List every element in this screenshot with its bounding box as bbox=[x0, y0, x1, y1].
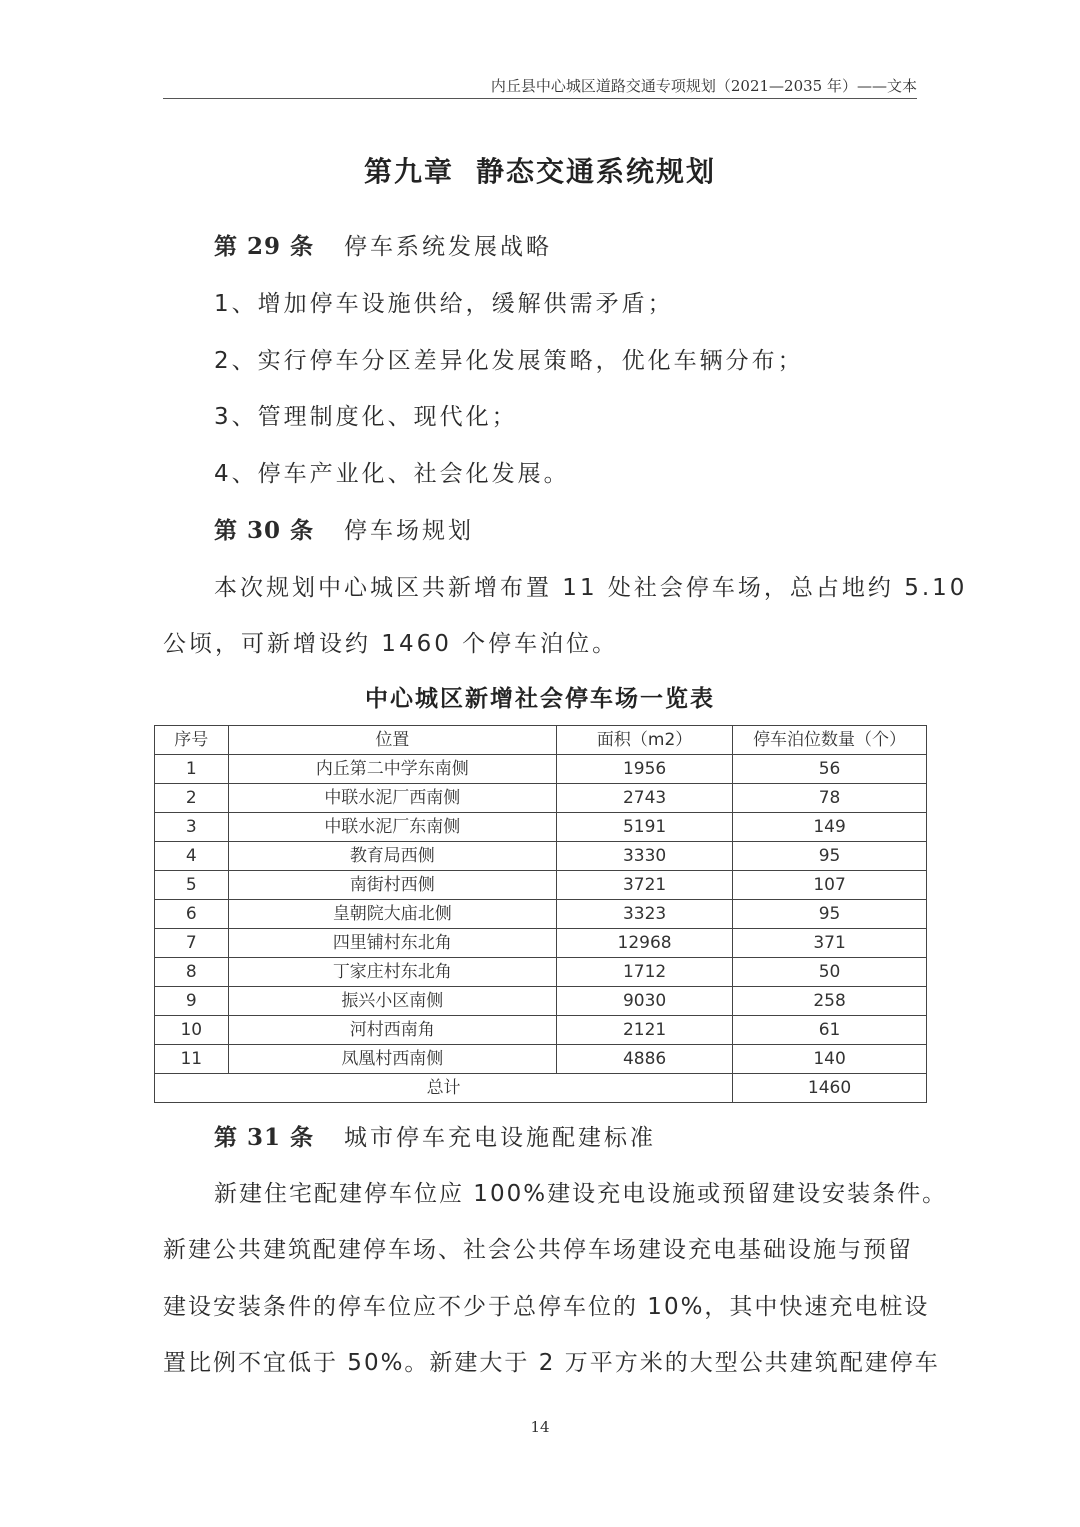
chapter-name: 静态交通系统规划 bbox=[476, 155, 717, 188]
cell-index: 2 bbox=[155, 784, 229, 813]
cell-spaces: 56 bbox=[733, 755, 927, 784]
cell-index: 6 bbox=[155, 900, 229, 929]
article-29-item: 1、增加停车设施供给，缓解供需矛盾； bbox=[214, 291, 674, 317]
article-31-paragraph-line: 新建住宅配建停车位应 100%建设充电设施或预留建设安装条件。 bbox=[214, 1181, 948, 1207]
cell-location: 中联水泥厂西南侧 bbox=[228, 784, 556, 813]
cell-area: 9030 bbox=[557, 987, 733, 1016]
article-29-item: 4、停车产业化、社会化发展。 bbox=[214, 461, 570, 487]
table-header-row bbox=[155, 726, 927, 755]
cell-spaces: 258 bbox=[733, 987, 927, 1016]
table-row bbox=[155, 813, 927, 842]
cell-area: 2121 bbox=[557, 1016, 733, 1045]
cell-area: 5191 bbox=[557, 813, 733, 842]
parking-lot-table bbox=[154, 725, 927, 1103]
cell-index: 11 bbox=[155, 1045, 229, 1074]
cell-location: 皇朝院大庙北侧 bbox=[228, 900, 556, 929]
article-30-heading bbox=[214, 512, 474, 545]
page-number: 14 bbox=[530, 1418, 550, 1436]
article-31-heading bbox=[214, 1119, 656, 1152]
article-29-title: 停车系统发展战略 bbox=[344, 234, 553, 260]
total-value-cell: 1460 bbox=[733, 1074, 927, 1103]
table-title: 中心城区新增社会停车场一览表 bbox=[365, 685, 715, 712]
article-30-paragraph-line: 本次规划中心城区共新增布置 11 处社会停车场，总占地约 5.10 bbox=[214, 575, 968, 601]
cell-location: 内丘第二中学东南侧 bbox=[228, 755, 556, 784]
article-29-number: 第 29 条 bbox=[214, 233, 315, 260]
cell-index: 3 bbox=[155, 813, 229, 842]
cell-area: 1956 bbox=[557, 755, 733, 784]
cell-area: 4886 bbox=[557, 1045, 733, 1074]
cell-index: 4 bbox=[155, 842, 229, 871]
article-31-number: 第 31 条 bbox=[214, 1124, 315, 1151]
article-30-number: 第 30 条 bbox=[214, 517, 315, 544]
header-cell-index: 序号 bbox=[155, 726, 229, 755]
cell-spaces: 107 bbox=[733, 871, 927, 900]
cell-spaces: 140 bbox=[733, 1045, 927, 1074]
cell-location: 丁家庄村东北角 bbox=[228, 958, 556, 987]
cell-index: 7 bbox=[155, 929, 229, 958]
cell-location: 教育局西侧 bbox=[228, 842, 556, 871]
header-cell-area: 面积（m2） bbox=[557, 726, 733, 755]
article-29-heading bbox=[214, 228, 552, 261]
cell-spaces: 149 bbox=[733, 813, 927, 842]
cell-location: 凤凰村西南侧 bbox=[228, 1045, 556, 1074]
table-row bbox=[155, 842, 927, 871]
cell-area: 1712 bbox=[557, 958, 733, 987]
article-30-paragraph-line: 公顷，可新增设约 1460 个停车泊位。 bbox=[163, 631, 619, 657]
table-row bbox=[155, 871, 927, 900]
cell-spaces: 78 bbox=[733, 784, 927, 813]
table-row bbox=[155, 755, 927, 784]
cell-index: 1 bbox=[155, 755, 229, 784]
cell-location: 南街村西侧 bbox=[228, 871, 556, 900]
cell-index: 9 bbox=[155, 987, 229, 1016]
cell-spaces: 95 bbox=[733, 842, 927, 871]
chapter-number: 第九章 bbox=[363, 155, 454, 188]
article-29-item: 3、管理制度化、现代化； bbox=[214, 404, 518, 430]
cell-location: 河村西南角 bbox=[228, 1016, 556, 1045]
cell-area: 3323 bbox=[557, 900, 733, 929]
cell-spaces: 50 bbox=[733, 958, 927, 987]
cell-area: 3330 bbox=[557, 842, 733, 871]
article-31-paragraph-line: 建设安装条件的停车位应不少于总停车位的 10%，其中快速充电桩设 bbox=[163, 1294, 930, 1320]
table-row bbox=[155, 958, 927, 987]
article-29-item: 2、实行停车分区差异化发展策略，优化车辆分布； bbox=[214, 348, 804, 374]
article-31-paragraph-line: 新建公共建筑配建停车场、社会公共停车场建设充电基础设施与预留 bbox=[163, 1237, 913, 1263]
table-row bbox=[155, 784, 927, 813]
cell-location: 四里铺村东北角 bbox=[228, 929, 556, 958]
article-31-title: 城市停车充电设施配建标准 bbox=[344, 1125, 657, 1151]
table-total-row bbox=[155, 1074, 927, 1103]
cell-area: 12968 bbox=[557, 929, 733, 958]
cell-location: 中联水泥厂东南侧 bbox=[228, 813, 556, 842]
chapter-title bbox=[0, 150, 1080, 190]
cell-spaces: 371 bbox=[733, 929, 927, 958]
table-row bbox=[155, 900, 927, 929]
cell-area: 3721 bbox=[557, 871, 733, 900]
cell-index: 8 bbox=[155, 958, 229, 987]
page-header: 内丘县中心城区道路交通专项规划（2021—2035 年）——文本 bbox=[163, 74, 917, 99]
cell-index: 10 bbox=[155, 1016, 229, 1045]
cell-spaces: 95 bbox=[733, 900, 927, 929]
header-cell-spaces: 停车泊位数量（个） bbox=[733, 726, 927, 755]
table-row bbox=[155, 929, 927, 958]
header-cell-location: 位置 bbox=[228, 726, 556, 755]
article-31-paragraph-line: 置比例不宜低于 50%。新建大于 2 万平方米的大型公共建筑配建停车 bbox=[163, 1350, 940, 1376]
article-30-title: 停车场规划 bbox=[344, 518, 475, 544]
table-row bbox=[155, 987, 927, 1016]
table-row bbox=[155, 1016, 927, 1045]
cell-location: 振兴小区南侧 bbox=[228, 987, 556, 1016]
cell-area: 2743 bbox=[557, 784, 733, 813]
cell-index: 5 bbox=[155, 871, 229, 900]
table-row bbox=[155, 1045, 927, 1074]
total-label-cell: 总计 bbox=[155, 1074, 733, 1103]
cell-spaces: 61 bbox=[733, 1016, 927, 1045]
